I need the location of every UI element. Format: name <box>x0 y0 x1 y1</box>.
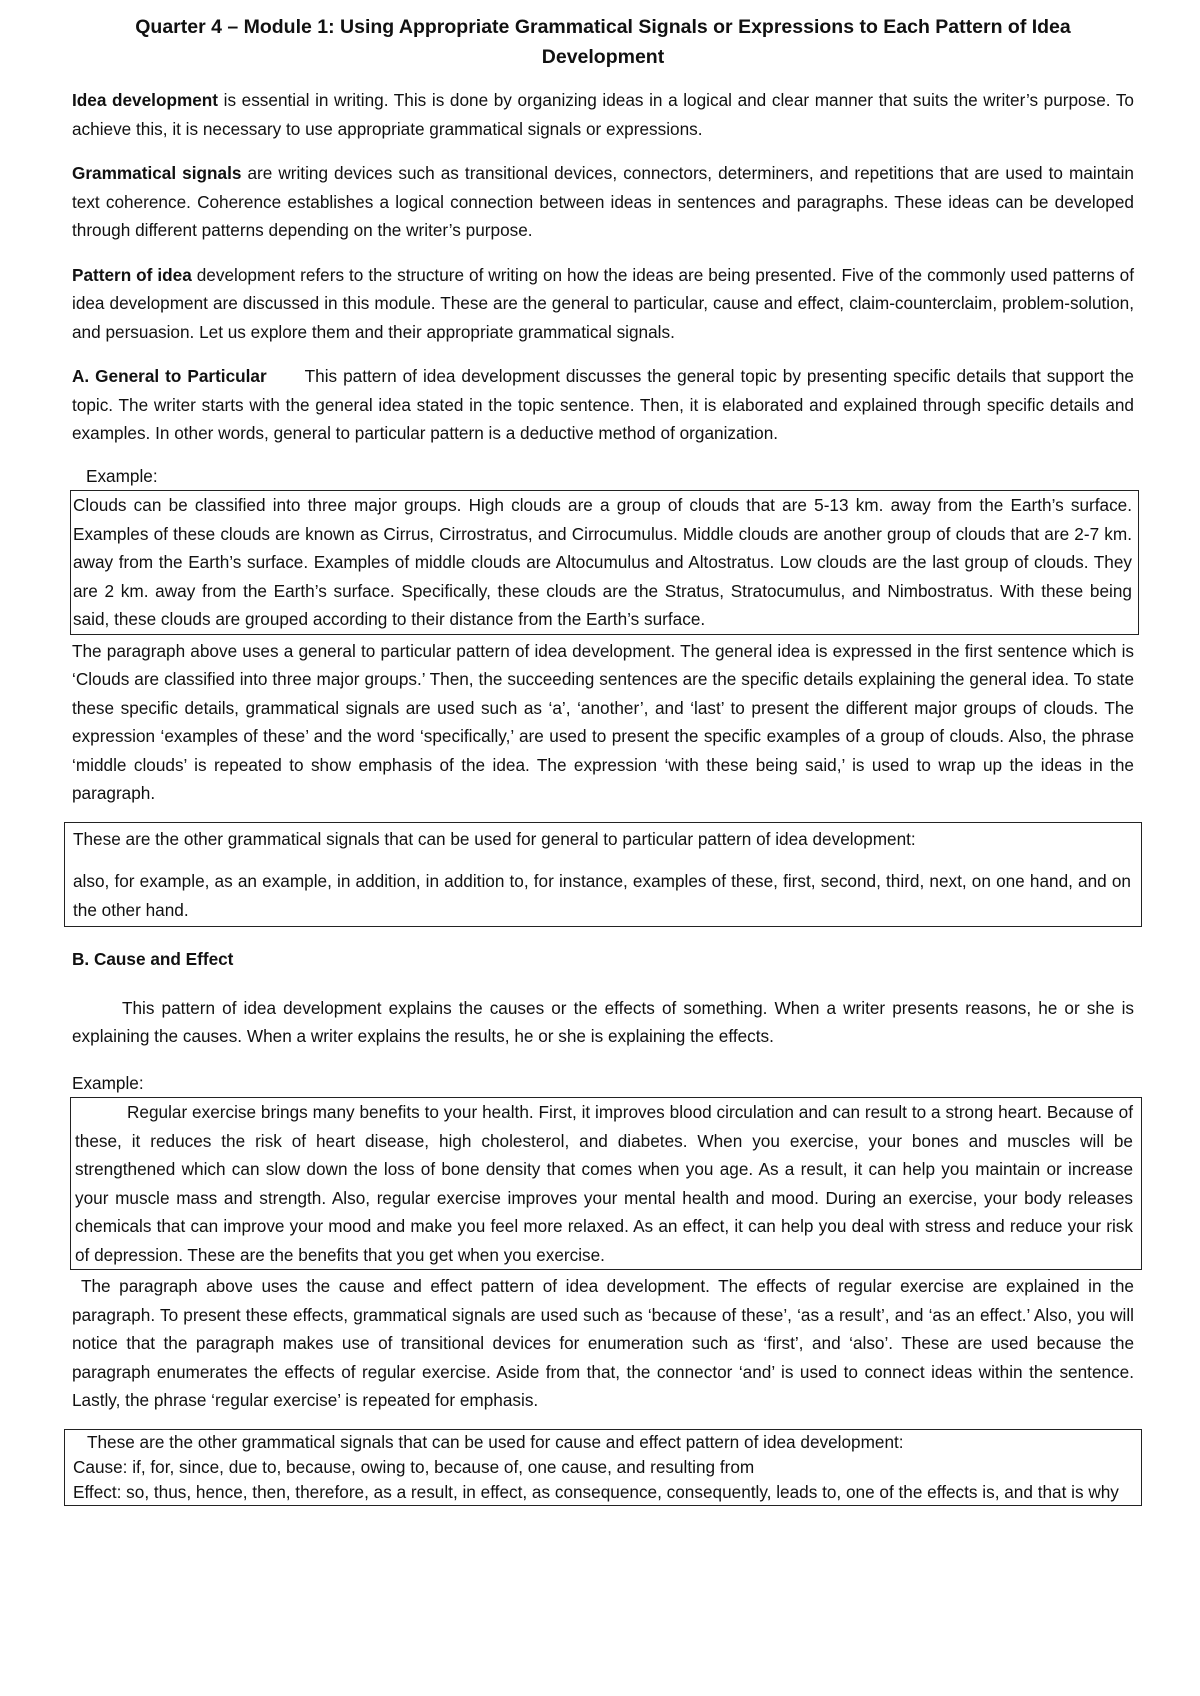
section-a-example-text: Clouds can be classified into three major groups. High clouds are a group of clouds that are 5-13 km. away from the Earth’s surface. Examples of these clouds are known as Cirrus, Cirrostratus, and Cirrocumulus. Middle clouds are another group of clouds that are 2-7 km. away from the Earth’s surface. Examples of middle clouds are Altocumulus and Altostratus. Low clouds are the last group of clouds. They are 2 km. away from the Earth’s surface. Specifically, these clouds are the Stratus, Stratocumulus, and Nimbostratus. With these being said, these clouds are grouped according to their distance from the Earth’s surface. <box>73 495 1132 629</box>
intro-paragraph-idea-development <box>72 86 1134 143</box>
intro-paragraph-pattern-of-idea <box>72 261 1134 347</box>
section-a-signals-box <box>64 822 1142 928</box>
section-b-signals-intro: These are the other grammatical signals that can be used for cause and effect pattern of idea development: <box>87 1431 904 1452</box>
section-a-signals-list: also, for example, as an example, in addition, in addition to, for instance, examples of these, first, second, third, next, on one hand, and on the other hand. <box>73 871 1131 920</box>
section-b-intro <box>72 994 1134 1051</box>
section-a-intro <box>72 362 1134 448</box>
document-page <box>72 12 1134 1506</box>
section-a-intro-text: This pattern of idea development discusses the general topic by presenting specific details that support the topic. The writer starts with the general idea stated in the topic sentence. Then, it is elaborated and explained through specific details and examples. In other words, general to particular pattern is a deductive method of organization. <box>72 366 1134 443</box>
section-b-heading: B. Cause and Effect <box>72 949 234 969</box>
intro-text-grammatical-signals: are writing devices such as transitional devices, connectors, determiners, and repetitions that are used to maintain text coherence. Coherence establishes a logical connection between ideas in sentences and paragraphs. These ideas can be developed through different patterns depending on the writer’s purpose. <box>72 163 1134 240</box>
section-b-example-text: Regular exercise brings many benefits to your health. First, it improves blood circulation and can result to a strong heart. Because of these, it reduces the risk of heart disease, high cholesterol, and diabetes. When you exercise, your bones and muscles will be strengthened which can slow down the loss of bone density that comes when you age. As a result, it can help you maintain or increase your muscle mass and strength. Also, regular exercise improves your mental health and mood. During an exercise, your body releases chemicals that can improve your mood and make you feel more relaxed. As an effect, it can help you deal with stress and reduce your risk of depression. These are the benefits that you get when you exercise. <box>75 1102 1133 1265</box>
section-b-explanation <box>72 1272 1134 1415</box>
section-a-example-box <box>70 490 1139 635</box>
intro-text-idea-development: is essential in writing. This is done by organizing ideas in a logical and clear manner that suits the writer’s purpose. To achieve this, it is necessary to use appropriate grammatical signals or expressions. <box>72 90 1134 139</box>
intro-text-pattern-of-idea: development refers to the structure of writing on how the ideas are being presented. Five of the commonly used patterns of idea development are discussed in this module. These are the general to particular, cause and effect, claim-counterclaim, problem-solution, and persuasion. Let us explore them and their appropriate grammatical signals. <box>72 264 1134 342</box>
section-a-signals-intro: These are the other grammatical signals that can be used for general to particular pattern of idea development: <box>73 828 916 849</box>
section-a-heading: A. General to Particular <box>72 366 267 386</box>
section-b-signals-box <box>64 1429 1142 1506</box>
intro-paragraph-grammatical-signals <box>72 159 1134 245</box>
term-pattern-of-idea: Pattern of idea <box>72 264 192 285</box>
page-title: Quarter 4 – Module 1: Using Appropriate Grammatical Signals or Expressions to Each Pattern of Idea Development <box>135 16 1071 68</box>
section-b-example-paragraph <box>75 1098 1133 1269</box>
section-b-signals-effect: Effect: so, thus, hence, then, therefore, as a result, in effect, as consequence, consequently, leads to, one of the effects is, and that is why <box>73 1481 1119 1502</box>
section-b-intro-text: This pattern of idea development explains the causes or the effects of something. When a writer presents reasons, he or she is explaining the causes. When a writer explains the results, he or she is explaining the effects. <box>72 997 1134 1046</box>
section-b-example-box <box>70 1097 1142 1270</box>
section-b-explanation-text: The paragraph above uses the cause and effect pattern of idea development. The effects of regular exercise are explained in the paragraph. To present these effects, grammatical signals are used such as ‘because of these’, ‘as a result’, and ‘as an effect.’ Also, you will notice that the paragraph makes use of transitional devices for enumeration such as ‘first’, and ‘also’. These are used because the paragraph enumerates the effects of regular exercise. Aside from that, the connector ‘and’ is used to connect ideas within the sentence. Lastly, the phrase ‘regular exercise’ is repeated for emphasis. <box>72 1276 1134 1410</box>
term-grammatical-signals: Grammatical signals <box>72 163 242 183</box>
section-a-explanation: The paragraph above uses a general to particular pattern of idea development. The general idea is expressed in the first sentence which is ‘Clouds are classified into three major groups.’ Then, the succeeding sentences are the specific details explaining the general idea. To state these specific details, grammatical signals are used such as ‘a’, ‘another’, and ‘last’ to present the different major groups of clouds. The expression ‘examples of these’ and the word ‘specifically,’ are used to present the specific examples of a group of clouds. Also, the phrase ‘middle clouds’ is repeated to show emphasis of the idea. The expression ‘with these being said,’ is used to wrap up the ideas in the paragraph. <box>72 640 1134 803</box>
term-idea-development: Idea development <box>72 90 219 110</box>
section-a-example-label: Example: <box>86 465 158 486</box>
section-b-signals-cause: Cause: if, for, since, due to, because, owing to, because of, one cause, and resulting from <box>73 1456 755 1477</box>
section-b-example-label: Example: <box>72 1072 144 1093</box>
